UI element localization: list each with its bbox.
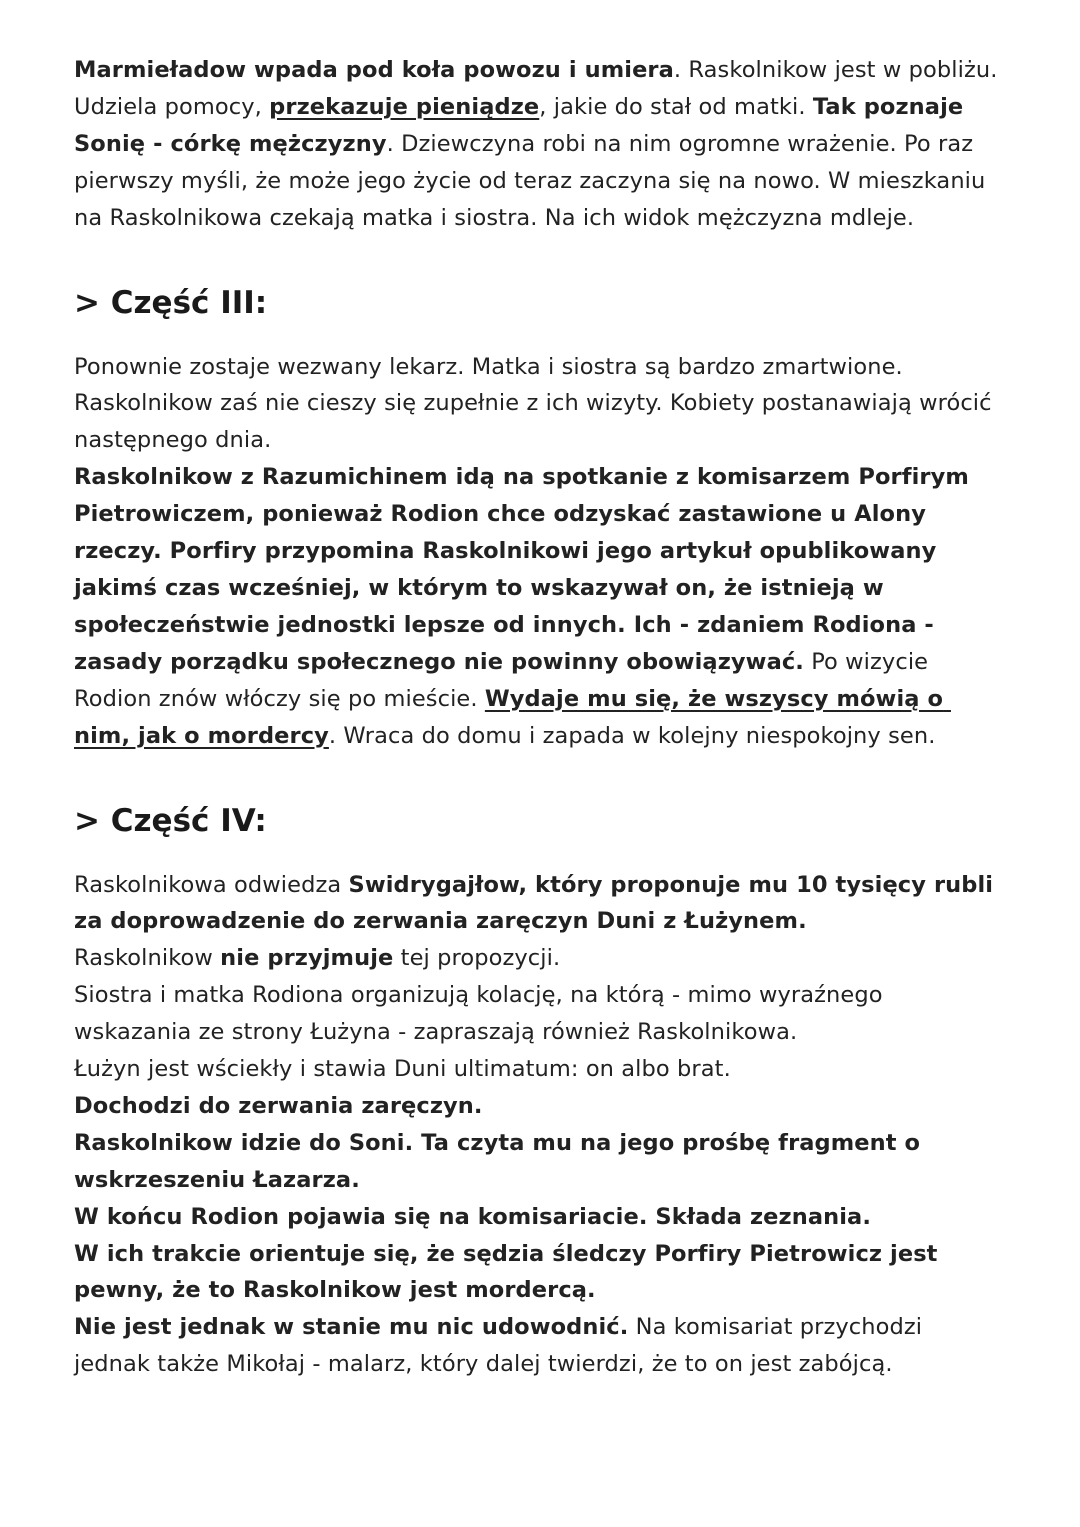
part-3-heading: > Część III: [74, 284, 268, 321]
text-run: . Raskolnikow jest w pobliżu. Udziela pomocy, [74, 57, 1005, 120]
text-run: . Wraca do domu i zapada w kolejny niespokojny sen. [328, 722, 936, 749]
underlined-text: przekazuje pieniądze [269, 93, 540, 120]
text-run: Po wizycie Rodion znów włóczy się po mieście. [74, 648, 936, 712]
bold-text: nie przyjmuje [220, 945, 394, 972]
part-4-heading: > Część IV: [74, 802, 267, 839]
bold-text: w wpada pod koła powozu i umiera [225, 57, 674, 83]
text-run: tej propozycji. Siostra i matka Rodiona organizują kolację, na którą - mimo wyraźnego wskazania ze strony Łużyna - zapraszają również Raskolnikowa. Łużyn jest wściekły i stawia Duni ultimatum: on albo brat. [74, 945, 883, 1083]
text-run: Raskolnikow [74, 945, 213, 972]
text-run: Ponownie zostaje wezwany lekarz. Matka i siostra są bardzo zmartwione. Raskolnikow zaś nie cieszy się zupełnie z ich wizyty. Kobiety postanawiają wrócić następnego dnia. [74, 353, 992, 454]
part-4-paragraph [74, 867, 1004, 1384]
bold-text: Marmiełado [74, 57, 226, 83]
document-page [74, 52, 1004, 1383]
text-run: Na komisariat przychodzi jednak także Mikołaj - malarz, który dalej twierdzi, że to on jest zabójcą. [74, 1314, 930, 1378]
bold-text: Dochodzi do zerwania zaręczyn. Raskolnikow idzie do Soni. Ta czyta mu na jego prośbę fragment o wskrzeszeniu Łazarza. W końcu Rodion pojawia się na komisariacie. Składa zeznania. W ich trakcie orientuje się, że sędzia śledczy Porfiry Pietrowicz jest pewny, że to Raskolnikow jest mordercą. Nie jest jednak w stanie mu nic udowodnić. [74, 1092, 938, 1341]
bold-text: Swidrygajłow, który proponuje mu 10 tysięcy rubli za doprowadzenie do zerwania zaręczyn Duni z Łużynem. [74, 871, 1002, 935]
underlined-text: Wydaje mu się, że wszyscy mówią o nim, jak o mordercy [74, 685, 951, 749]
part-3-paragraph [74, 349, 1004, 755]
intro-paragraph [74, 52, 1004, 237]
text-run: Raskolnikowa odwiedza [74, 871, 349, 898]
text-run: , jakie do stał od matki. [539, 93, 813, 120]
bold-text: Raskolnikow z Razumichinem idą na spotkanie z komisarzem Porfirym Pietrowiczem, ponieważ Rodion chce odzyskać zastawione u Alony rzeczy. Porfiry przypomina Raskolnikowi jego artykuł opublikowany jakimś czas wcześniej, w którym to wskazywał on, że istnieją w społeczeństwie jednostki lepsze od innych. Ich - zdaniem Rodiona - zasady porządku społecznego nie powinny obowiązywać. [74, 464, 977, 675]
bold-text: Tak poznaje Sonię - córkę mężczyzny [74, 93, 972, 157]
text-run: . Dziewczyna robi na nim ogromne wrażenie. Po raz pierwszy myśli, że może jego życie od teraz zaczyna się na nowo. W mieszkaniu na Raskolnikowa czekają matka i siostra. Na ich widok mężczyzna mdleje. [74, 130, 993, 231]
